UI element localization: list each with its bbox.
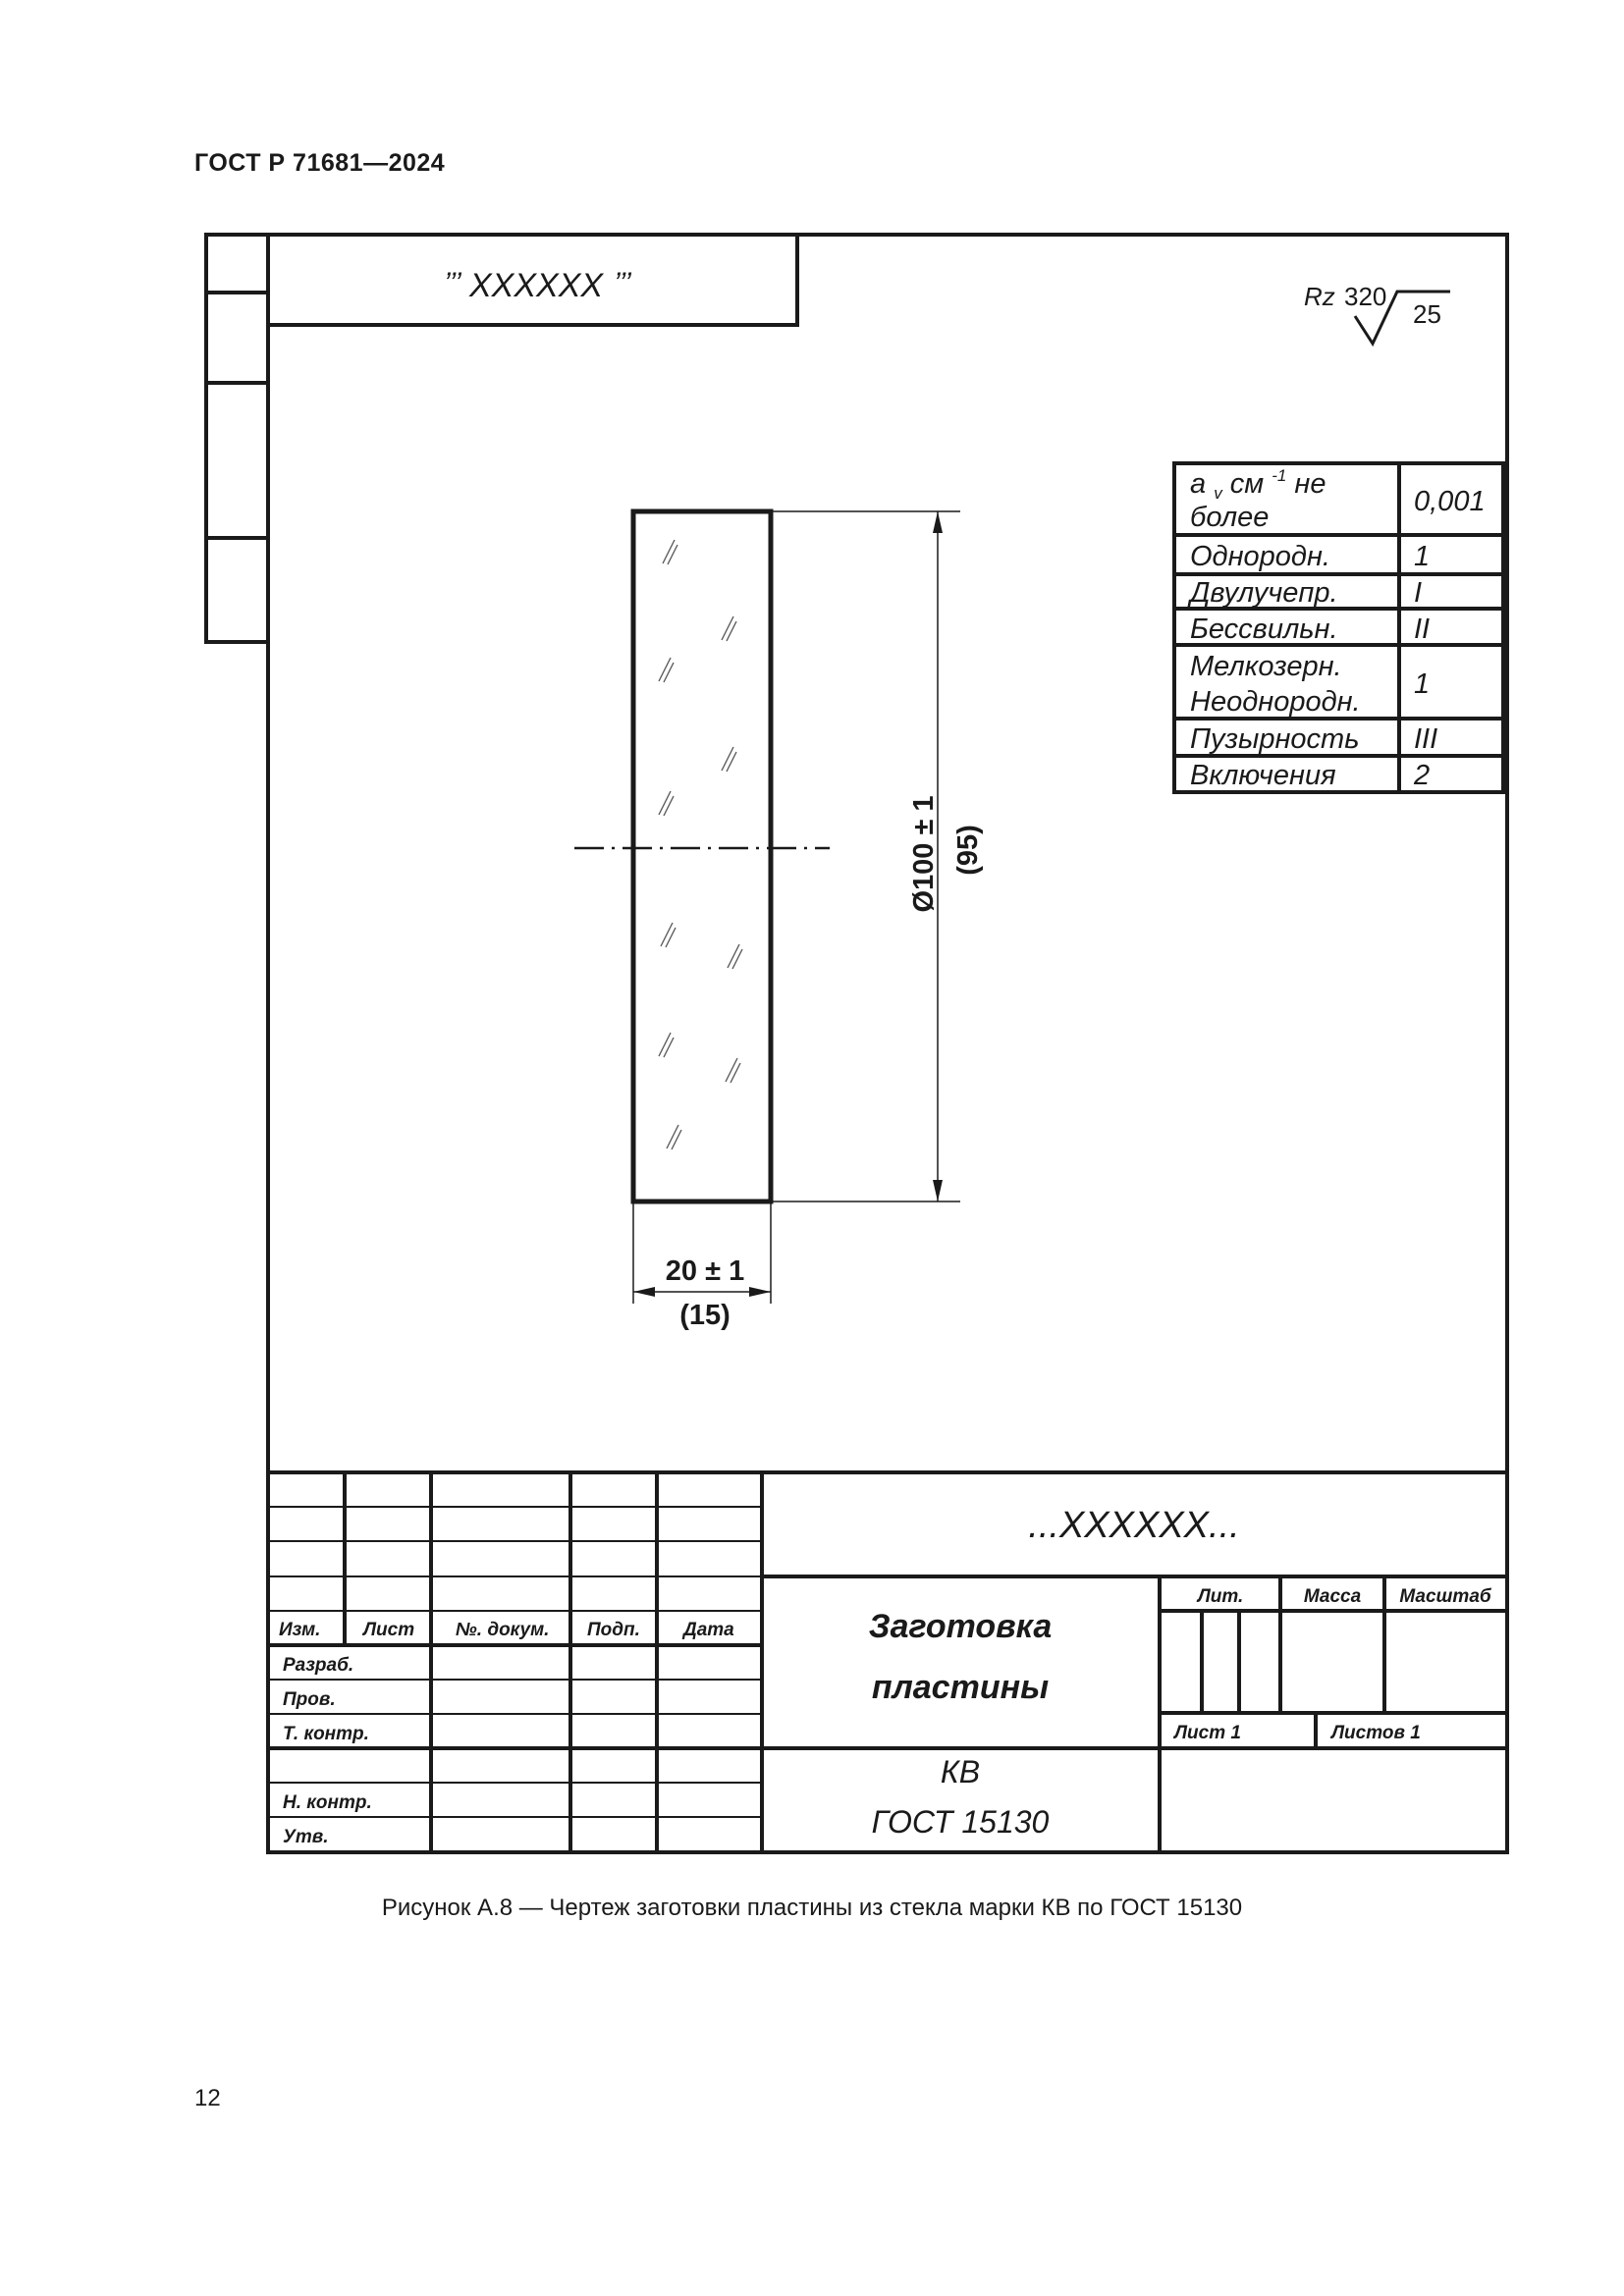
dim-arrow-top: [933, 511, 943, 533]
dim-arrow-bottom: [933, 1180, 943, 1201]
document-header: ГОСТ Р 71681—2024: [194, 149, 446, 177]
prop-absorption-value: 0,001: [1414, 486, 1486, 517]
archive-strip: [206, 235, 268, 642]
roughness-value: 320: [1344, 282, 1387, 311]
prop-fine-grain-value: 1: [1414, 668, 1431, 700]
top-stamp-quote-left: ’’’: [444, 267, 461, 299]
dim-arrow-right: [749, 1287, 771, 1297]
prop-striae-label: Бессвильн.: [1190, 614, 1338, 645]
dim-arrow-left: [633, 1287, 655, 1297]
page-number: 12: [194, 2085, 221, 2111]
top-stamp-text: XXXXXX: [469, 267, 604, 304]
diameter-reference: (95): [952, 825, 984, 876]
col-izm: Изм.: [279, 1620, 321, 1640]
part-name-line1: Заготовка: [868, 1608, 1053, 1645]
row-razrab: Разраб.: [283, 1655, 354, 1676]
col-doc: №. докум.: [456, 1620, 550, 1640]
prop-striae-value: II: [1414, 614, 1431, 645]
figure-caption: Рисунок А.8 — Чертеж заготовки пластины из стекла марки КВ по ГОСТ 15130: [381, 1895, 1243, 1921]
prop-inclusions-value: 2: [1414, 760, 1431, 791]
title-block-lines: [268, 1472, 1507, 1852]
prop-bubbles-value: III: [1414, 723, 1438, 755]
sheets-label: Листов 1: [1331, 1723, 1421, 1743]
row-nkontr: Н. контр.: [283, 1792, 372, 1813]
row-tkontr: Т. контр.: [283, 1724, 369, 1744]
row-utv: Утв.: [283, 1827, 329, 1847]
top-stamp-quote-right: ’’’: [614, 267, 631, 299]
col-sign: Подп.: [587, 1620, 640, 1640]
lit-label: Лит.: [1197, 1586, 1244, 1607]
mass-label: Масса: [1303, 1586, 1362, 1607]
col-date: Дата: [683, 1620, 734, 1640]
prop-absorption-label-line2: более: [1190, 502, 1270, 533]
material-line1: КВ: [940, 1754, 981, 1789]
part-name-line2: пластины: [871, 1669, 1050, 1706]
material-line2: ГОСТ 15130: [871, 1804, 1050, 1840]
prop-absorption-label: a $_v$ см $^{-1}$ не: [1190, 466, 1326, 503]
sheet-label: Лист 1: [1174, 1723, 1241, 1743]
prop-homogeneity-value: 1: [1414, 541, 1431, 572]
glass-plate: [633, 511, 771, 1201]
scale-label: Масштаб: [1399, 1586, 1491, 1607]
col-list: Лист: [363, 1620, 415, 1640]
diameter-label: Ø100 ± 1: [908, 795, 940, 913]
row-prov: Пров.: [283, 1689, 336, 1710]
roughness-base: 25: [1413, 299, 1441, 329]
prop-fine-grain-label: Мелкозерн.: [1190, 651, 1342, 682]
designation: ...XXXXXX...: [1028, 1505, 1240, 1546]
thickness-reference: (15): [679, 1300, 731, 1331]
glass-hatching: [659, 540, 742, 1149]
thickness-label: 20 ± 1: [665, 1255, 745, 1287]
prop-inclusions-label: Включения: [1190, 760, 1336, 791]
prop-birefringence-value: I: [1414, 577, 1423, 609]
prop-fine-grain-label-line2: Неоднородн.: [1190, 686, 1361, 718]
prop-homogeneity-label: Однородн.: [1190, 541, 1330, 572]
prop-birefringence-label: Двулучепр.: [1190, 577, 1338, 609]
prop-bubbles-label: Пузырность: [1190, 723, 1360, 755]
roughness-prefix: Rz: [1304, 282, 1335, 311]
